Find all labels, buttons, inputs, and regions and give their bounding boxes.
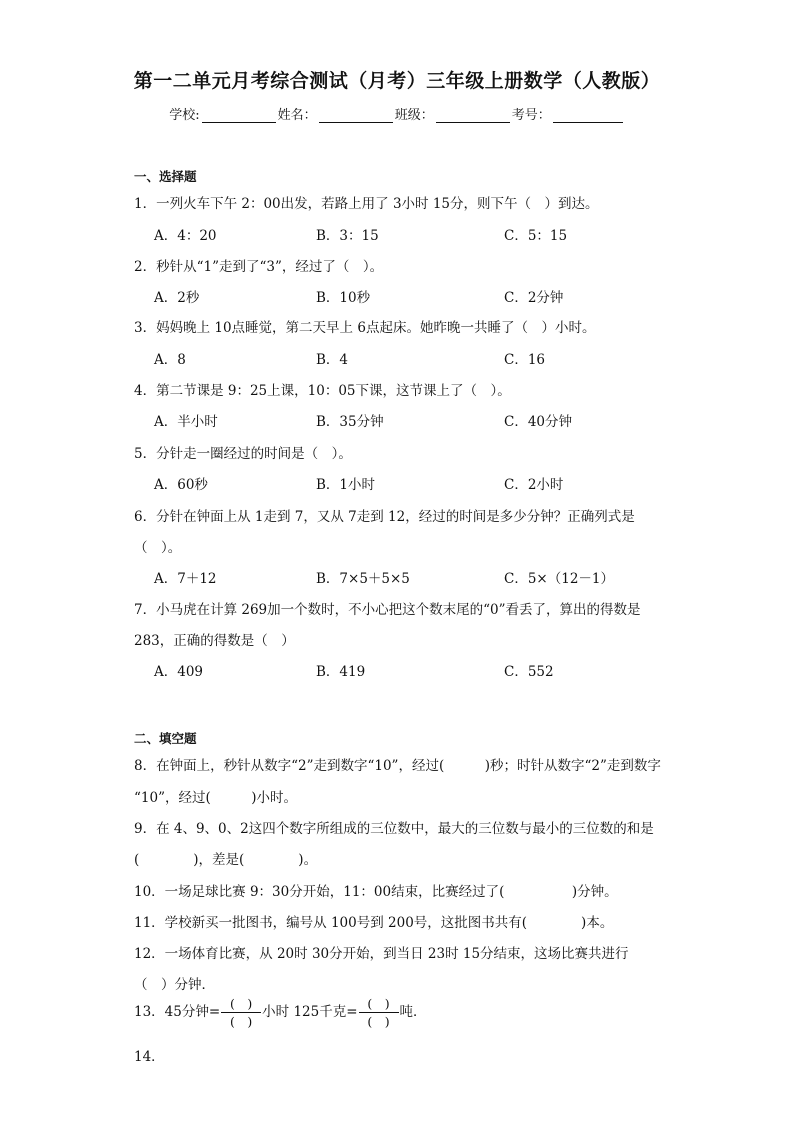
q1-option-b[interactable]: B．3：15 — [316, 228, 379, 244]
school-field[interactable] — [202, 108, 276, 123]
q2-option-b[interactable]: B．10秒 — [316, 290, 371, 306]
section-title-fill: 二、填空题 — [134, 731, 197, 746]
question-7-cont: 283，正确的得数是（ ） — [134, 633, 295, 649]
page-title: 第一二单元月考综合测试（月考）三年级上册数学（人教版） — [133, 70, 661, 92]
question-13 — [134, 996, 427, 1029]
q6-option-c[interactable]: C．5×（12－1） — [504, 571, 614, 587]
q5-option-c[interactable]: C．2小时 — [504, 477, 564, 493]
q5-option-b[interactable]: B．1小时 — [316, 477, 376, 493]
q13-fraction-tons — [359, 996, 399, 1029]
q13-denominator-2[interactable]: ( ) — [367, 1014, 390, 1029]
question-11: 11．学校新买一批图书，编号从 100号到 200号，这批图书共有( )本。 — [134, 915, 614, 931]
question-9: 9．在 4、9、0、2这四个数字所组成的三位数中，最大的三位数与最小的三位数的和是 — [134, 821, 654, 837]
q13-middle: 小时 125千克= — [262, 1004, 358, 1020]
question-8: 8．在钟面上，秒针从数字“2”走到数字“10”，经过( )秒；时针从数字“2”走到数字 — [134, 758, 661, 774]
q3-option-b[interactable]: B．4 — [316, 352, 349, 368]
q13-numerator-2[interactable]: ( ) — [367, 996, 390, 1011]
q4-option-b[interactable]: B．35分钟 — [316, 414, 384, 430]
id-field[interactable] — [553, 108, 623, 123]
q4-option-c[interactable]: C．40分钟 — [504, 414, 573, 430]
fraction-bar — [359, 1012, 399, 1013]
question-4: 4．第二节课是 9：25上课，10：05下课，这节课上了（ ）。 — [134, 383, 511, 399]
student-info-line — [0, 104, 794, 123]
q5-option-a[interactable]: A．60秒 — [154, 477, 208, 493]
q2-option-a[interactable]: A．2秒 — [154, 290, 200, 306]
question-6: 6．分针在钟面上从 1走到 7，又从 7走到 12，经过的时间是多少分钟？正确列式是 — [134, 509, 635, 525]
q4-option-a[interactable]: A．半小时 — [154, 414, 218, 430]
fraction-bar — [221, 1012, 261, 1013]
q13-prefix: 13．45分钟= — [134, 1004, 221, 1020]
class-field[interactable] — [436, 108, 510, 123]
q7-option-b[interactable]: B．419 — [316, 664, 366, 680]
q13-fraction-hours — [221, 996, 261, 1029]
q7-option-a[interactable]: A．409 — [154, 664, 204, 680]
question-1: 1．一列火车下午 2：00出发，若路上用了 3小时 15分，则下午（ ）到达。 — [134, 196, 599, 212]
q13-denominator-1[interactable]: ( ) — [230, 1014, 253, 1029]
question-8-cont: “10”，经过( )小时。 — [134, 790, 298, 806]
q6-option-a[interactable]: A．7＋12 — [154, 571, 217, 587]
question-2: 2．秒针从“1”走到了“3”，经过了（ ）。 — [134, 259, 384, 275]
question-6-cont: （ ）。 — [134, 540, 182, 556]
name-label: 姓名： — [277, 108, 317, 123]
question-3: 3．妈妈晚上 10点睡觉，第二天早上 6点起床。她昨晚一共睡了（ ）小时。 — [134, 320, 596, 336]
question-14: 14． — [134, 1049, 165, 1065]
question-10: 10．一场足球比赛 9：30分开始，11：00结束，比赛经过了( )分钟。 — [134, 884, 618, 900]
section-title-choice: 一、选择题 — [134, 169, 197, 184]
q7-option-c[interactable]: C．552 — [504, 664, 554, 680]
q2-option-c[interactable]: C．2分钟 — [504, 290, 564, 306]
q13-suffix: 吨． — [399, 1004, 427, 1020]
question-7: 7．小马虎在计算 269加一个数时，不小心把这个数末尾的“0”看丢了，算出的得数是 — [134, 602, 641, 618]
q13-numerator-1[interactable]: ( ) — [230, 996, 253, 1011]
name-field[interactable] — [319, 108, 393, 123]
id-label: 考号： — [511, 108, 551, 123]
q1-option-a[interactable]: A．4：20 — [154, 228, 217, 244]
question-12-cont: （ ）分钟． — [134, 977, 215, 993]
question-5: 5．分针走一圈经过的时间是（ ）。 — [134, 446, 352, 462]
question-9-cont: ( )，差是( )。 — [134, 852, 318, 868]
q1-option-c[interactable]: C．5：15 — [504, 228, 568, 244]
q6-option-b[interactable]: B．7×5＋5×5 — [316, 571, 410, 587]
school-label: 学校: — [169, 108, 200, 123]
class-label: 班级： — [394, 108, 434, 123]
q3-option-c[interactable]: C．16 — [504, 352, 546, 368]
q3-option-a[interactable]: A．8 — [154, 352, 186, 368]
question-12: 12．一场体育比赛，从 20时 30分开始，到当日 23时 15分结束，这场比赛共进行 — [134, 946, 629, 962]
